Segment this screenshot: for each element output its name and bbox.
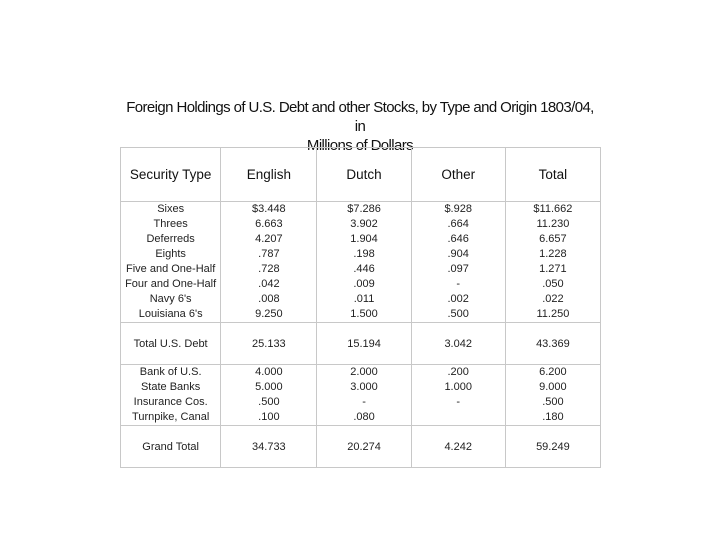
cell-value: $7.286: [347, 203, 381, 215]
title-line-2: Millions of Dollars: [306, 137, 414, 154]
cell-total: [505, 365, 600, 426]
cell-value: 43.369: [536, 337, 570, 350]
cell-value: .011: [353, 293, 375, 305]
cell-dutch: [317, 365, 411, 426]
cell-value: 3.042: [444, 337, 472, 350]
cell-value: 1.500: [350, 308, 378, 320]
cell-security-type: [121, 426, 221, 468]
cell-value: .002: [447, 293, 469, 305]
cell-value: Four and One-Half: [125, 278, 217, 290]
cell-value: .664: [447, 218, 469, 230]
cell-other: [411, 323, 505, 365]
cell-value: .180: [542, 411, 564, 423]
table-row-group: [121, 202, 601, 323]
cell-value: .646: [447, 233, 469, 245]
cell-value: Insurance Cos.: [133, 396, 208, 408]
cell-value: State Banks: [140, 381, 201, 393]
cell-value: Sixes: [157, 203, 185, 215]
cell-value: .100: [258, 411, 280, 423]
cell-value: $11.662: [533, 203, 573, 215]
cell-value: 11.230: [536, 218, 570, 230]
cell-value: .200: [447, 366, 469, 378]
cell-value: 11.250: [536, 308, 570, 320]
cell-value: 34.733: [252, 440, 286, 453]
header-row: [121, 148, 601, 202]
header-total: Total: [505, 148, 600, 202]
header-other: Other: [411, 148, 505, 202]
cell-value: 2.000: [350, 366, 378, 378]
total-row: [121, 323, 601, 365]
cell-value: .009: [353, 278, 375, 290]
cell-value: .198: [353, 248, 375, 260]
cell-value: Deferreds: [146, 233, 195, 245]
cell-value: Eights: [155, 248, 186, 260]
cell-value: 3.902: [350, 218, 378, 230]
cell-value: -: [456, 278, 461, 290]
cell-value: .787: [258, 248, 280, 260]
cell-value: Total U.S. Debt: [133, 337, 208, 350]
cell-value: Five and One-Half: [126, 263, 216, 275]
cell-english: [221, 365, 317, 426]
header-english: English: [221, 148, 317, 202]
cell-value: .042: [258, 278, 280, 290]
cell-english: [221, 426, 317, 468]
cell-value: 3.000: [350, 381, 378, 393]
cell-value: 1.904: [350, 233, 378, 245]
cell-value: 15.194: [347, 337, 381, 350]
cell-value: 4.207: [255, 233, 283, 245]
cell-value: .022: [542, 293, 564, 305]
cell-total: [505, 323, 600, 365]
cell-english: [221, 323, 317, 365]
cell-value: Louisiana 6's: [138, 308, 203, 320]
cell-value: 1.271: [539, 263, 567, 275]
cell-value: 6.663: [255, 218, 283, 230]
header-security-type: Security Type: [121, 148, 221, 202]
cell-value: 9.250: [255, 308, 283, 320]
holdings-table: [120, 147, 601, 468]
cell-value: 4.242: [444, 440, 472, 453]
cell-other: [411, 365, 505, 426]
cell-dutch: [317, 426, 411, 468]
cell-value: .500: [447, 308, 469, 320]
cell-value: Grand Total: [142, 440, 199, 453]
cell-dutch: [317, 202, 411, 323]
cell-value: 25.133: [252, 337, 286, 350]
cell-value: 1.228: [539, 248, 567, 260]
cell-value: .080: [353, 411, 375, 423]
cell-value: 4.000: [255, 366, 283, 378]
cell-value: 1.000: [444, 381, 472, 393]
cell-value: -: [362, 396, 366, 408]
cell-value: Navy 6's: [149, 293, 192, 305]
cell-security-type: [121, 202, 221, 323]
cell-value: 6.200: [539, 366, 567, 378]
cell-value: Turnpike, Canal: [132, 411, 210, 423]
cell-other: [411, 426, 505, 468]
cell-value: 6.657: [539, 233, 567, 245]
cell-value: .050: [542, 278, 564, 290]
cell-value: .500: [258, 396, 280, 408]
cell-value: 20.274: [347, 440, 381, 453]
header-dutch: Dutch: [317, 148, 411, 202]
cell-value: .728: [258, 263, 280, 275]
cell-security-type: [121, 323, 221, 365]
cell-english: [221, 202, 317, 323]
cell-other: [411, 202, 505, 323]
cell-value: Bank of U.S.: [139, 366, 202, 378]
cell-value: .008: [258, 293, 280, 305]
cell-security-type: [121, 365, 221, 426]
cell-value: $3.448: [252, 203, 286, 215]
cell-value: .500: [542, 396, 564, 408]
title-line-1: Foreign Holdings of U.S. Debt and other Stocks, by Type and Origin 1803/04, in: [126, 99, 594, 135]
cell-total: [505, 426, 600, 468]
cell-value: 9.000: [539, 381, 567, 393]
cell-value: .904: [447, 248, 469, 260]
total-row: [121, 426, 601, 468]
cell-value: .097: [447, 263, 469, 275]
cell-value: Threes: [153, 218, 188, 230]
cell-value: [416, 410, 501, 425]
cell-value: 59.249: [536, 440, 570, 453]
cell-value: $.928: [444, 203, 472, 215]
cell-value: -: [456, 396, 461, 408]
table-row-group: [121, 365, 601, 426]
cell-value: 5.000: [255, 381, 283, 393]
cell-total: [505, 202, 600, 323]
cell-dutch: [317, 323, 411, 365]
cell-value: .446: [353, 263, 375, 275]
